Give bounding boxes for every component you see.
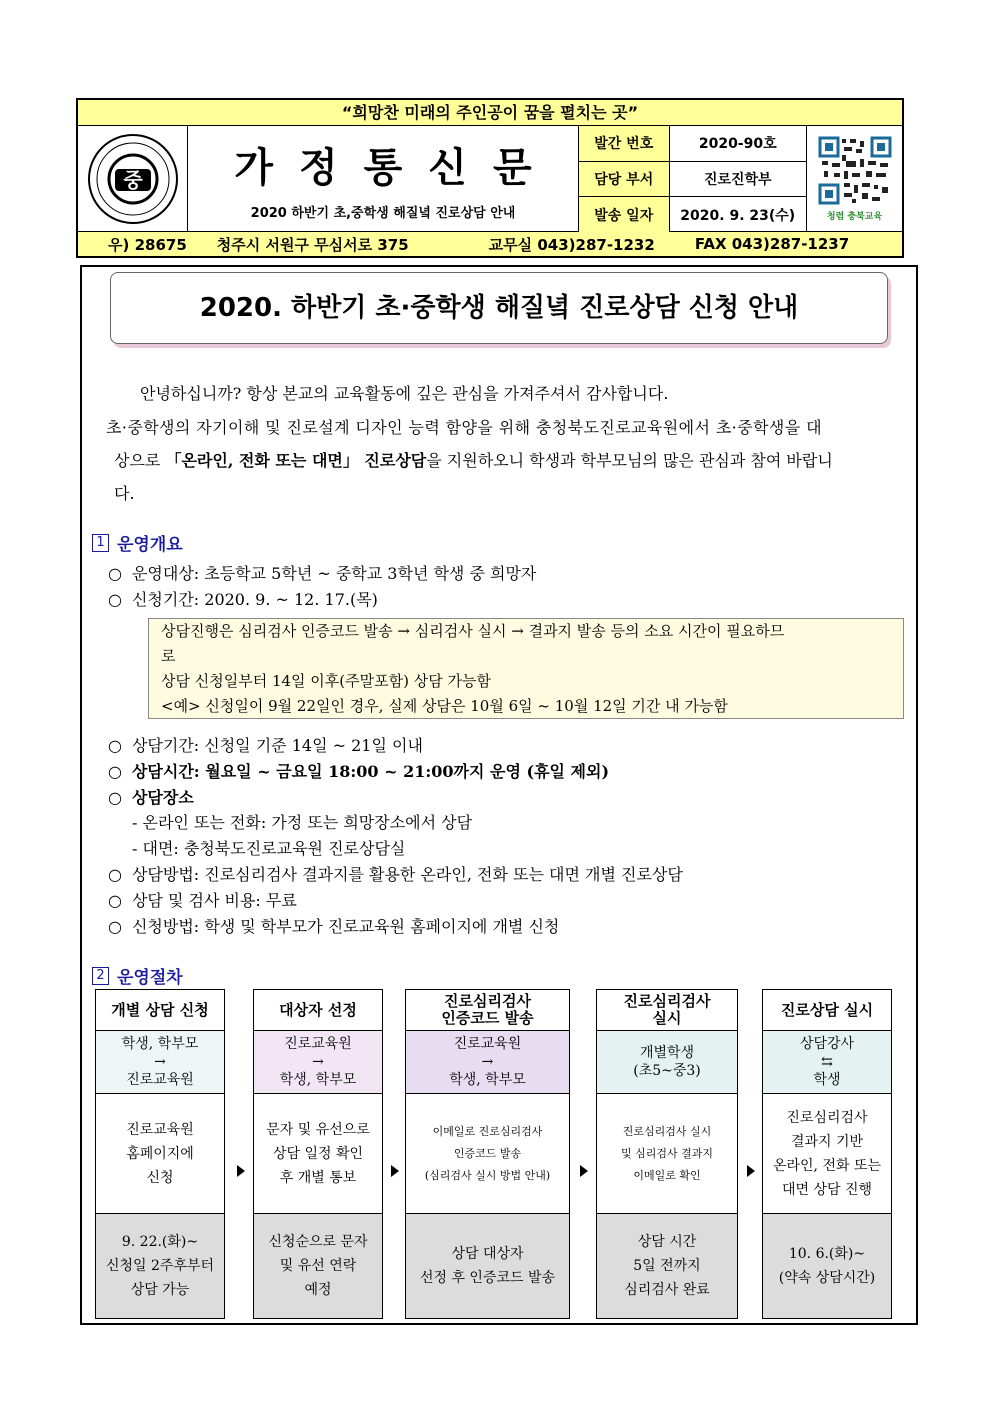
info-row	[579, 197, 807, 232]
role-from: 개별학생	[639, 1045, 695, 1061]
note-line: 로	[161, 647, 176, 665]
item-consult-time	[108, 759, 609, 782]
step-schedule: 상담 대상자 선정 후 인증코드 발송	[406, 1214, 569, 1318]
item-place-online: - 온라인 또는 전화: 가정 또는 희망장소에서 상담	[132, 813, 473, 832]
step-description: 진로교육원 홈페이지에 신청	[96, 1094, 224, 1214]
logo-char: 중	[122, 167, 143, 192]
info-row	[579, 161, 807, 196]
intro-line-1: 안녕하십니까? 항상 본교의 교육활동에 깊은 관심을 가져주셔서 감사합니다.	[140, 384, 669, 403]
note-line: 상담진행은 심리검사 인증코드 발송 → 심리검사 실시 → 결과지 발송 등의 소요 시간이 필요하므	[161, 622, 785, 640]
role-to: 진로교육원	[126, 1072, 194, 1088]
step-roles	[254, 1031, 382, 1094]
slogan: “희망찬 미래의 주인공이 꿈을 펼치는 곳”	[78, 100, 902, 126]
main-content-box	[80, 265, 918, 1325]
step-roles	[763, 1031, 891, 1094]
fax-number: FAX 043)287-1237	[694, 235, 850, 253]
newsletter-header	[76, 98, 904, 258]
item-place-offline: - 대면: 충청북도진로교육원 진로상담실	[132, 839, 406, 858]
step-title: 진로심리검사 인증코드 발송	[406, 990, 569, 1031]
intro-line-4: 다.	[114, 484, 135, 503]
process-step	[253, 989, 383, 1319]
next-arrow-icon	[747, 1165, 755, 1177]
item-cost	[108, 888, 297, 911]
item-text: 상담 및 검사 비용: 무료	[131, 891, 297, 910]
role-arrow-icon: ⇆	[821, 1054, 833, 1070]
info-key: 발간 번호	[579, 126, 669, 161]
bullet-icon: ○	[108, 917, 122, 936]
info-value: 진로진학부	[669, 161, 807, 196]
item-text: 상담기간: 신청일 기준 14일 ~ 21일 이내	[131, 736, 423, 755]
role-from: 상담강사	[799, 1036, 855, 1052]
item-apply-method	[108, 914, 559, 937]
role-to: 학생, 학부모	[449, 1072, 526, 1088]
qr-code-icon[interactable]	[816, 135, 894, 207]
process-step	[596, 989, 738, 1319]
role-arrow-icon: →	[154, 1054, 166, 1070]
step-description: 문자 및 유선으로 상담 일정 확인 후 개별 통보	[254, 1094, 382, 1214]
bullet-icon: ○	[108, 865, 122, 884]
process-step	[762, 989, 892, 1319]
newsletter-subtitle: 2020 하반기 초,중학생 해질녘 진로상담 안내	[250, 206, 516, 221]
office-phone: 교무실 043)287-1232	[488, 235, 655, 254]
role-from: 진로교육원	[453, 1036, 522, 1052]
bullet-icon: ○	[108, 736, 122, 755]
role-from: 진로교육원	[284, 1036, 352, 1052]
item-text: 상담방법: 진로심리검사 결과지를 활용한 온라인, 전화 또는 대면 개별 진로상담	[131, 865, 683, 884]
newsletter-title: 가정통신문	[234, 144, 558, 191]
school-logo	[78, 126, 188, 231]
role-arrow-icon: →	[481, 1054, 494, 1070]
note-line: <예> 신청일이 9월 22일인 경우, 실제 상담은 10월 6일 ~ 10월 12일 기간 내 가능함	[161, 697, 728, 715]
qr-cell	[807, 126, 902, 231]
item-target	[108, 561, 536, 584]
intro-line-3-post: 을 지원하오니 학생과 학부모님의 많은 관심과 참여 바랍니	[426, 451, 833, 470]
intro-line-2: 초·중학생의 자기이해 및 진로설계 디자인 능력 함양을 위해 충청북도진로교육원에서 초·중학생을 대	[106, 418, 822, 437]
step-title: 개별 상담 신청	[96, 990, 224, 1031]
notice-box	[148, 618, 904, 719]
role-to: (초5~중3)	[633, 1063, 701, 1079]
role-to: 학생	[813, 1072, 841, 1088]
item-text: 신청방법: 학생 및 학부모가 진로교육원 홈페이지에 개별 신청	[131, 917, 560, 936]
item-text: 신청기간: 2020. 9. ~ 12. 17.(목)	[131, 590, 378, 609]
next-arrow-icon	[391, 1165, 399, 1177]
step-description: 진로심리검사 결과지 기반 온라인, 전화 또는 대면 상담 진행	[763, 1094, 891, 1214]
info-row	[579, 126, 807, 161]
info-value: 2020. 9. 23(수)	[669, 197, 807, 232]
role-to: 학생, 학부모	[279, 1072, 357, 1088]
info-key: 담당 부서	[579, 161, 669, 196]
bullet-icon: ○	[108, 762, 122, 781]
bullet-icon: ○	[108, 891, 122, 910]
school-emblem-icon	[85, 131, 181, 227]
step-title: 대상자 선정	[254, 990, 382, 1031]
step-description: 이메일로 진로심리검사 인증코드 발송 (심리검사 실시 방법 안내)	[406, 1094, 569, 1214]
title-cell	[188, 126, 579, 231]
step-schedule: 상담 시간 5일 전까지 심리검사 완료	[597, 1214, 737, 1318]
step-schedule: 신청순으로 문자 및 유선 연락 예정	[254, 1214, 382, 1318]
step-roles	[406, 1031, 569, 1094]
step-title: 진로상담 실시	[763, 990, 891, 1031]
step-roles	[597, 1031, 737, 1094]
item-method	[108, 862, 683, 885]
process-step	[95, 989, 225, 1319]
section-title: 운영개요	[117, 535, 183, 555]
section-1-heading	[92, 530, 183, 555]
section-title: 운영절차	[117, 968, 183, 988]
item-place	[108, 785, 194, 808]
role-from: 학생, 학부모	[121, 1036, 199, 1052]
qr-caption: 청렴 충북교육	[826, 212, 883, 222]
header-middle	[78, 126, 902, 232]
section-number: 1	[92, 534, 109, 552]
intro-emphasis: 「온라인, 전화 또는 대면」 진로상담	[165, 451, 427, 470]
process-step	[405, 989, 570, 1319]
step-description: 진로심리검사 실시 및 심리검사 결과지 이메일로 확인	[597, 1094, 737, 1214]
info-key: 발송 일자	[579, 197, 669, 232]
next-arrow-icon	[580, 1165, 588, 1177]
street-address: 청주시 서원구 무심서로 375	[216, 235, 409, 254]
item-text: 상담장소	[131, 788, 194, 807]
step-schedule: 10. 6.(화)~ (약속 상담시간)	[763, 1214, 891, 1318]
item-text: 운영대상: 초등학교 5학년 ~ 중학교 3학년 학생 중 희망자	[131, 564, 537, 583]
issue-info-table	[579, 126, 807, 232]
intro-line-3-pre: 상으로	[114, 451, 166, 470]
document-title: 2020. 하반기 초·중학생 해질녘 진로상담 신청 안내	[110, 272, 888, 344]
item-apply-period	[108, 587, 378, 610]
bullet-icon: ○	[108, 564, 122, 583]
step-title: 진로심리검사 실시	[597, 990, 737, 1031]
item-consult-period	[108, 733, 423, 756]
info-value: 2020-90호	[669, 126, 807, 161]
note-line: 상담 신청일부터 14일 이후(주말포함) 상담 가능함	[161, 672, 491, 690]
address-bar	[78, 232, 902, 256]
bullet-icon: ○	[108, 590, 122, 609]
section-number: 2	[92, 967, 109, 985]
intro-line-3	[114, 448, 833, 471]
item-text: 상담시간: 월요일 ~ 금요일 18:00 ~ 21:00까지 운영 (휴일 제외)	[131, 762, 610, 781]
next-arrow-icon	[237, 1165, 245, 1177]
section-2-heading	[92, 963, 183, 988]
postal-code: 우) 28675	[108, 235, 187, 254]
bullet-icon: ○	[108, 788, 122, 807]
step-schedule: 9. 22.(화)~ 신청일 2주후부터 상담 가능	[96, 1214, 224, 1318]
step-roles	[96, 1031, 224, 1094]
role-arrow-icon: →	[312, 1054, 324, 1070]
